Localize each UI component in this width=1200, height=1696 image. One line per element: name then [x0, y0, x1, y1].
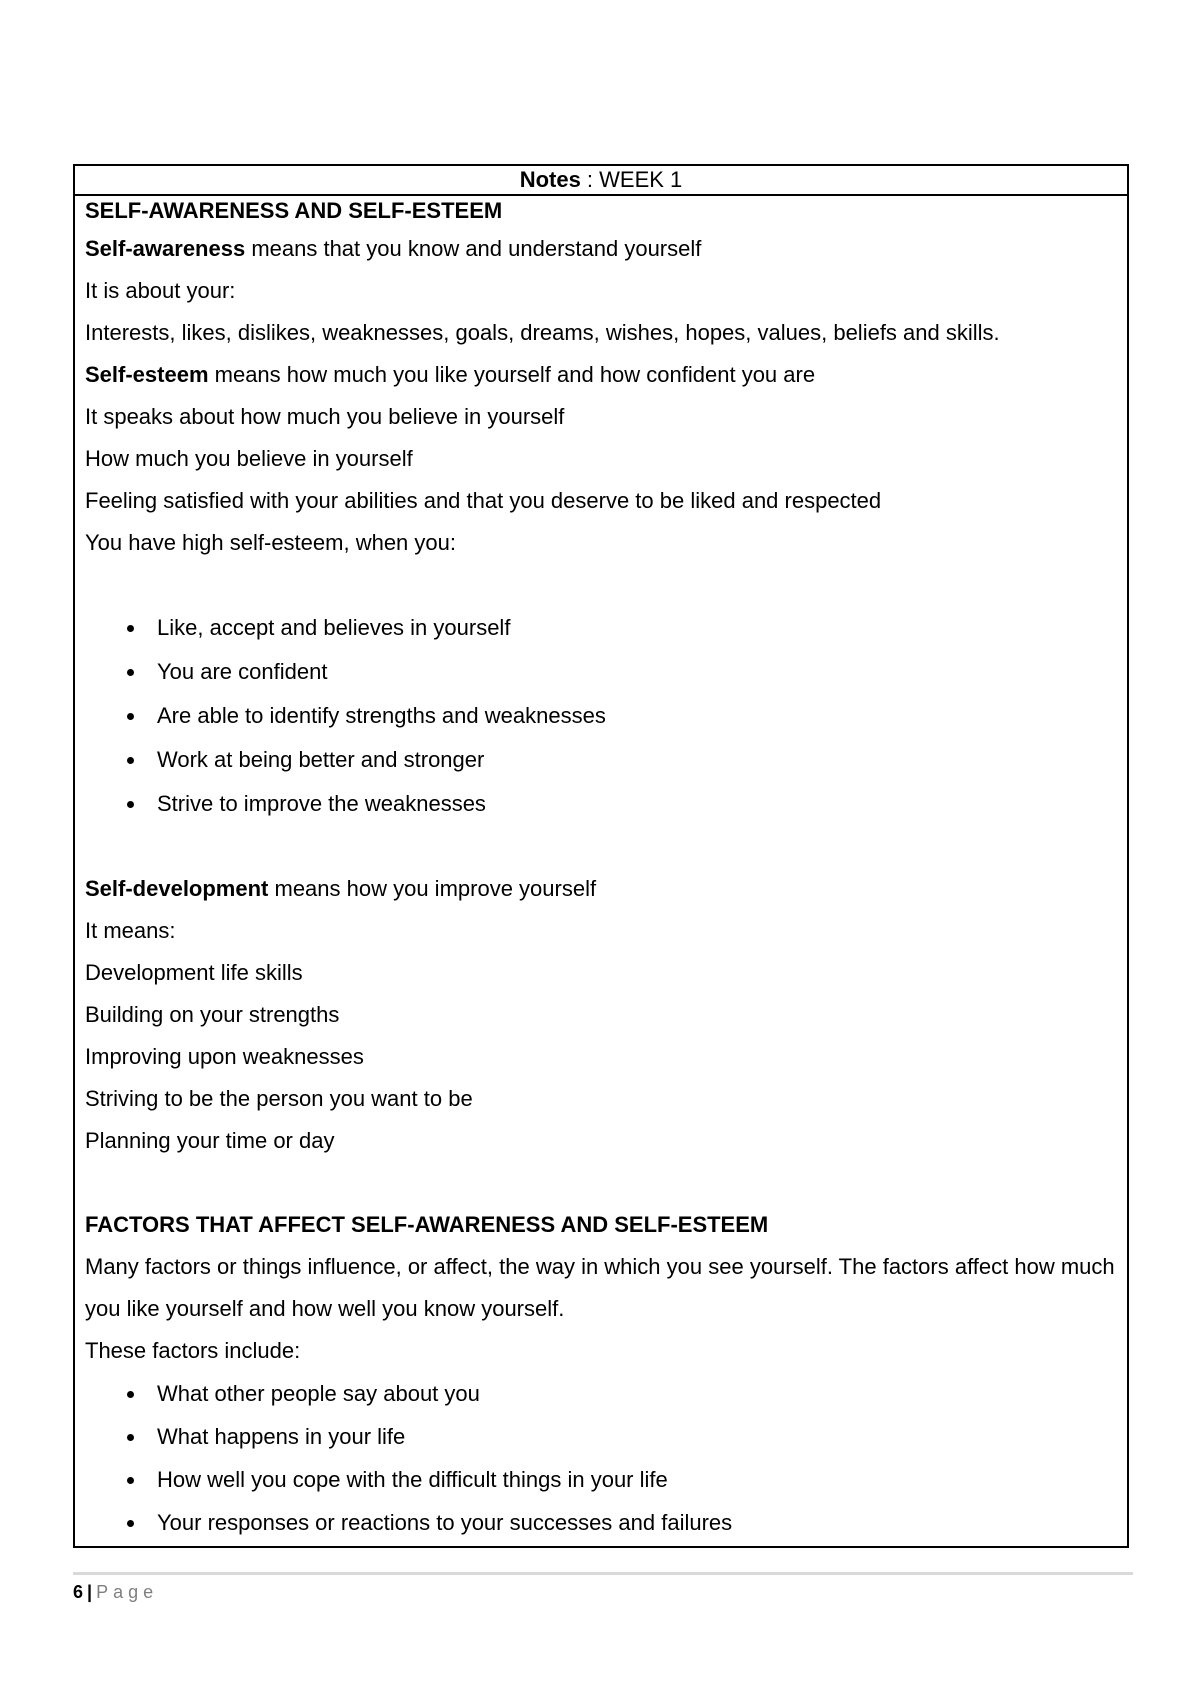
self-esteem-term: Self-esteem	[85, 362, 209, 387]
self-awareness-term: Self-awareness	[85, 236, 246, 261]
list-item: How well you cope with the difficult things in your life	[85, 1458, 1117, 1501]
page-footer	[73, 1580, 158, 1604]
self-esteem-definition	[85, 354, 1117, 396]
about-list: Interests, likes, dislikes, weaknesses, goals, dreams, wishes, hopes, values, beliefs and skills.	[85, 320, 1000, 345]
blank-line	[85, 564, 1117, 606]
factors-intro: These factors include:	[85, 1338, 301, 1363]
notes-box	[73, 164, 1129, 1548]
section-heading-self-awareness: SELF-AWARENESS AND SELF-ESTEEM	[85, 198, 503, 223]
notes-week: : WEEK 1	[580, 167, 683, 192]
page-number: 6	[73, 1582, 84, 1602]
footer-rule	[73, 1572, 1133, 1575]
footer-separator: |	[87, 1582, 93, 1602]
means-intro: It means:	[85, 918, 176, 943]
blank-line	[85, 1162, 1117, 1204]
notes-content	[75, 196, 1127, 1544]
self-esteem-line: It speaks about how much you believe in yourself	[85, 404, 565, 429]
page-label: Page	[96, 1582, 159, 1602]
self-esteem-text: means how much you like yourself and how confident you are	[208, 362, 816, 387]
self-development-term: Self-development	[85, 876, 269, 901]
means-item: Development life skills	[85, 960, 303, 985]
self-awareness-text: means that you know and understand yourself	[245, 236, 702, 261]
list-item: Are able to identify strengths and weaknesses	[85, 694, 1117, 738]
section-heading-factors: FACTORS THAT AFFECT SELF-AWARENESS AND SELF-ESTEEM	[85, 1212, 769, 1237]
self-awareness-definition	[85, 228, 1117, 270]
self-development-text: means how you improve yourself	[268, 876, 597, 901]
list-item: Your responses or reactions to your successes and failures	[85, 1501, 1117, 1544]
factors-list	[85, 1372, 1117, 1544]
list-item: You are confident	[85, 650, 1117, 694]
list-item: Like, accept and believes in yourself	[85, 606, 1117, 650]
list-item: What happens in your life	[85, 1415, 1117, 1458]
means-item: Planning your time or day	[85, 1128, 335, 1153]
factors-paragraph: Many factors or things influence, or affect, the way in which you see yourself. The factors affect how much you like yourself and how well you know yourself.	[85, 1254, 1115, 1321]
notes-label: Notes	[519, 167, 581, 192]
high-self-esteem-list	[85, 606, 1117, 826]
self-esteem-line: How much you believe in yourself	[85, 446, 413, 471]
list-item: Work at being better and stronger	[85, 738, 1117, 782]
means-item: Striving to be the person you want to be	[85, 1086, 473, 1111]
notes-header	[75, 166, 1127, 196]
about-intro: It is about your:	[85, 278, 236, 303]
self-development-definition	[85, 868, 1117, 910]
list-item: What other people say about you	[85, 1372, 1117, 1415]
blank-line	[85, 826, 1117, 868]
list-item: Strive to improve the weaknesses	[85, 782, 1117, 826]
high-self-esteem-intro: You have high self-esteem, when you:	[85, 530, 456, 555]
self-esteem-line: Feeling satisfied with your abilities and that you deserve to be liked and respected	[85, 488, 882, 513]
means-item: Improving upon weaknesses	[85, 1044, 364, 1069]
means-item: Building on your strengths	[85, 1002, 340, 1027]
